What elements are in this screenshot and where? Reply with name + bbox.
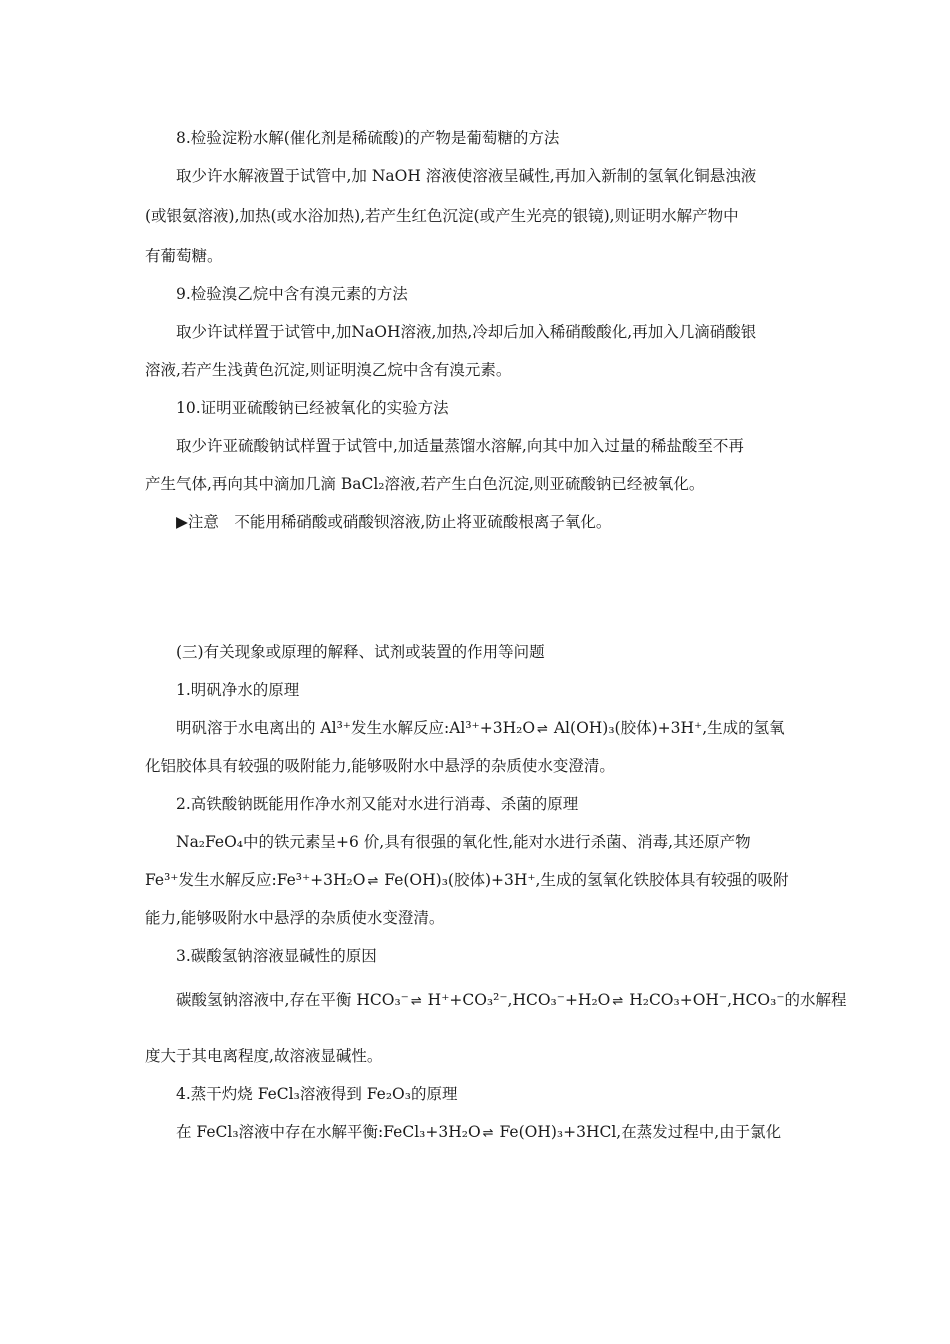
heading-9: 9.检验溴乙烷中含有溴元素的方法: [176, 285, 408, 303]
heading-1: 1.明矾净水的原理: [176, 681, 300, 699]
text: H₂CO₃+OH⁻,HCO₃⁻的水解程: [624, 991, 847, 1009]
para-2-line-3: 能力,能够吸附水中悬浮的杂质使水变澄清。: [145, 909, 445, 927]
text: Fe(OH)₃(胶体)+3H⁺,生成的氢氧化铁胶体具有较强的吸附: [379, 871, 789, 889]
text: Fe(OH)₃+3HCl,在蒸发过程中,由于氯化: [494, 1123, 782, 1141]
text: Al(OH)₃(胶体)+3H⁺,生成的氢氧: [548, 719, 785, 737]
para-8-line-2: (或银氨溶液),加热(或水浴加热),若产生红色沉淀(或产生光亮的银镜),则证明水解产物中: [145, 207, 739, 225]
equilibrium-arrow-icon: ⇌: [537, 722, 547, 737]
equilibrium-arrow-icon: ⇌: [410, 994, 421, 1009]
para-8-line-3: 有葡萄糖。: [145, 247, 223, 265]
para-3-line-2: 度大于其电离程度,故溶液显碱性。: [145, 1047, 383, 1065]
section-heading: (三)有关现象或原理的解释、试剂或装置的作用等问题: [176, 643, 545, 661]
text: Fe³⁺发生水解反应:Fe³⁺+3H₂O: [145, 871, 366, 889]
para-9-line-2: 溶液,若产生浅黄色沉淀,则证明溴乙烷中含有溴元素。: [145, 361, 512, 379]
para-1-line-1: [176, 718, 785, 740]
text: 在 FeCl₃溶液中存在水解平衡:FeCl₃+3H₂O: [176, 1123, 481, 1141]
para-8-line-1: 取少许水解液置于试管中,加 NaOH 溶液使溶液呈碱性,再加入新制的氢氧化铜悬浊液: [176, 167, 757, 185]
text: H⁺+CO₃²⁻,HCO₃⁻+H₂O: [422, 991, 611, 1009]
para-9-line-1: 取少许试样置于试管中,加NaOH溶液,加热,冷却后加入稀硝酸酸化,再加入几滴硝酸银: [176, 323, 757, 341]
heading-4: 4.蒸干灼烧 FeCl₃溶液得到 Fe₂O₃的原理: [176, 1085, 458, 1103]
para-2-line-1: Na₂FeO₄中的铁元素呈+6 价,具有很强的氧化性,能对水进行杀菌、消毒,其还原产物: [176, 833, 751, 851]
heading-8: 8.检验淀粉水解(催化剂是稀硫酸)的产物是葡萄糖的方法: [176, 129, 560, 147]
para-10-line-2: 产生气体,再向其中滴加几滴 BaCl₂溶液,若产生白色沉淀,则亚硫酸钠已经被氧化。: [145, 475, 705, 493]
equilibrium-arrow-icon: ⇌: [367, 874, 378, 889]
equilibrium-arrow-icon: ⇌: [482, 1126, 493, 1141]
equilibrium-arrow-icon: ⇌: [612, 994, 623, 1009]
para-1-line-2: 化铝胶体具有较强的吸附能力,能够吸附水中悬浮的杂质使水变澄清。: [145, 757, 615, 775]
text: 碳酸氢钠溶液中,存在平衡 HCO₃⁻: [176, 991, 409, 1009]
para-2-line-2: [145, 870, 788, 892]
note-line: ▶注意 不能用稀硝酸或硝酸钡溶液,防止将亚硫酸根离子氧化。: [176, 513, 612, 531]
para-4-line-1: [176, 1122, 781, 1144]
heading-2: 2.高铁酸钠既能用作净水剂又能对水进行消毒、杀菌的原理: [176, 795, 579, 813]
text: 明矾溶于水电离出的 Al³⁺发生水解反应:Al³⁺+3H₂O: [176, 719, 536, 737]
para-10-line-1: 取少许亚硫酸钠试样置于试管中,加适量蒸馏水溶解,向其中加入过量的稀盐酸至不再: [176, 437, 744, 455]
heading-3: 3.碳酸氢钠溶液显碱性的原因: [176, 947, 377, 965]
heading-10: 10.证明亚硫酸钠已经被氧化的实验方法: [176, 399, 449, 417]
para-3-line-1: [176, 990, 847, 1012]
